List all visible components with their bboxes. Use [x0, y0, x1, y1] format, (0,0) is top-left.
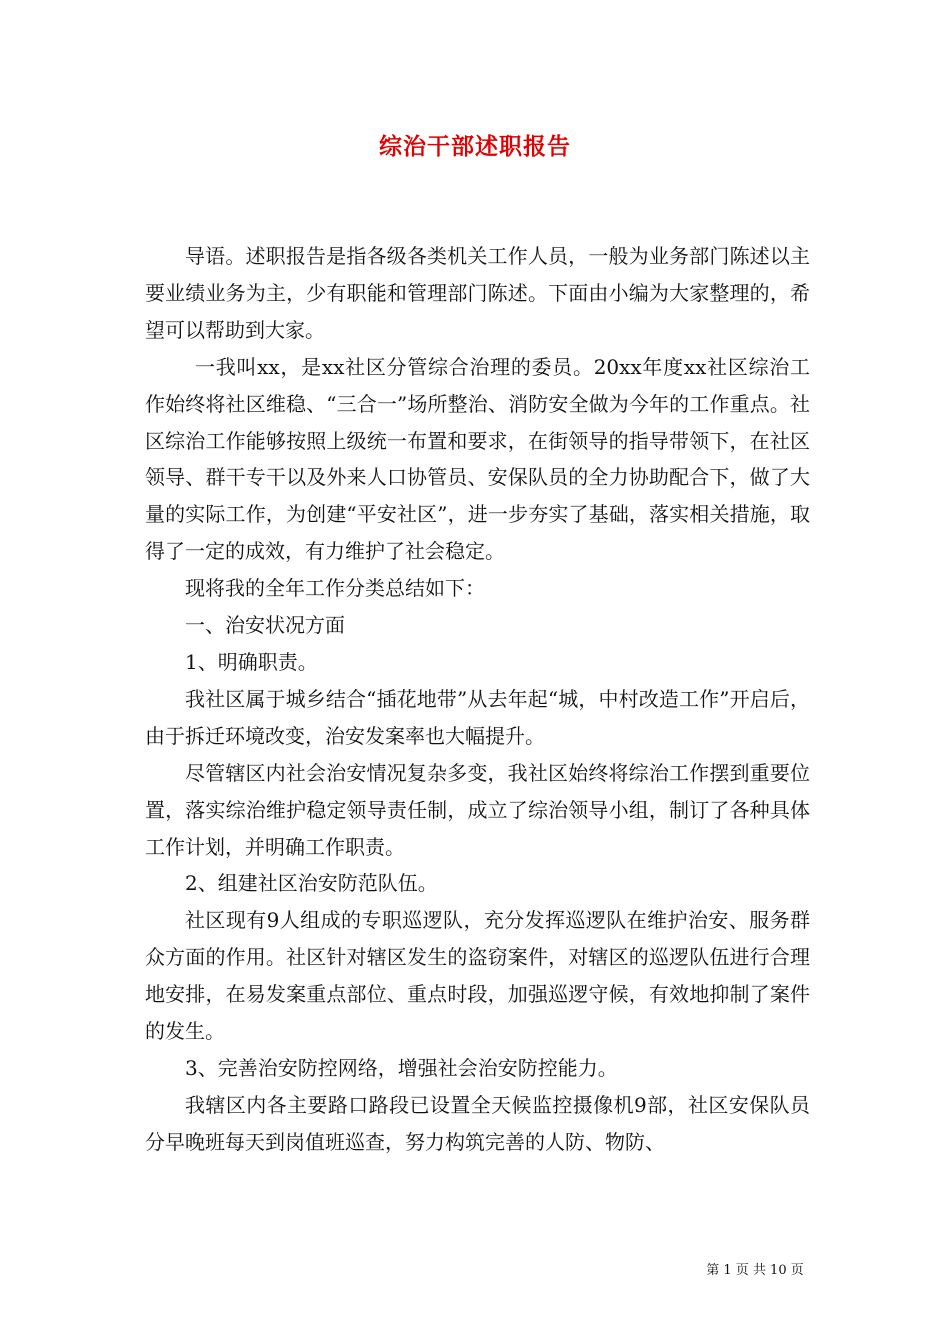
paragraph-summary-lead: 现将我的全年工作分类总结如下： [185, 576, 485, 601]
document-body [145, 238, 810, 1161]
paragraph-patrol-team: 社区现有9人组成的专职巡逻队，充分发挥巡逻队在维护治安、服务群众方面的作用。社区针对辖区发生的盗窃案件，对辖区的巡逻队伍进行合理地安排，在易发案重点部位、重点时段，加强巡逻守候，有效地抑制了案件的发生。 [145, 908, 810, 1044]
paragraph-community-situation: 我社区属于城乡结合“插花地带”从去年起“城，中村改造工作”开启后，由于拆迁环境改变，治安发案率也大幅提升。 [145, 686, 810, 748]
section-heading: 一、治安状况方面 [185, 613, 345, 638]
subheading-patrol-team: 2、组建社区治安防范队伍。 [185, 871, 438, 896]
subheading-responsibility: 1、明确职责。 [185, 649, 318, 674]
paragraph-intro: 导语。述职报告是指各级各类机关工作人员，一般为业务部门陈述以主要业绩业务为主，少有职能和管理部门陈述。下面由小编为大家整理的，希望可以帮助到大家。 [145, 244, 810, 342]
paragraph-self-introduction: 一我叫xx，是xx社区分管综合治理的委员。20xx年度xx社区综治工作始终将社区维稳、“三合一”场所整治、消防安全做为今年的工作重点。社区综治工作能够按照上级统一布置和要求，在街领导的指导带领下，在社区领导、群干专干以及外来人口协管员、安保队员的全力协助配合下，做了大量的实际工作，为创建“平安社区”，进一步夯实了基础，落实相关措施，取得了一定的成效，有力维护了社会稳定。 [145, 354, 810, 564]
paragraph-leadership: 尽管辖区内社会治安情况复杂多变，我社区始终将综治工作摆到重要位置，落实综治维护稳定领导责任制，成立了综治领导小组，制订了各种具体工作计划，并明确工作职责。 [145, 760, 810, 859]
paragraph-monitoring: 我辖区内各主要路口路段已设置全天候监控摄像机9部，社区安保队员分早晚班每天到岗值班巡查，努力构筑完善的人防、物防、 [145, 1092, 810, 1154]
document-title: 综治干部述职报告 [379, 133, 571, 160]
subheading-prevention-network: 3、完善治安防控网络，增强社会治安防控能力。 [185, 1055, 618, 1080]
page-number: 第 1 页 共 10 页 [706, 1263, 804, 1278]
